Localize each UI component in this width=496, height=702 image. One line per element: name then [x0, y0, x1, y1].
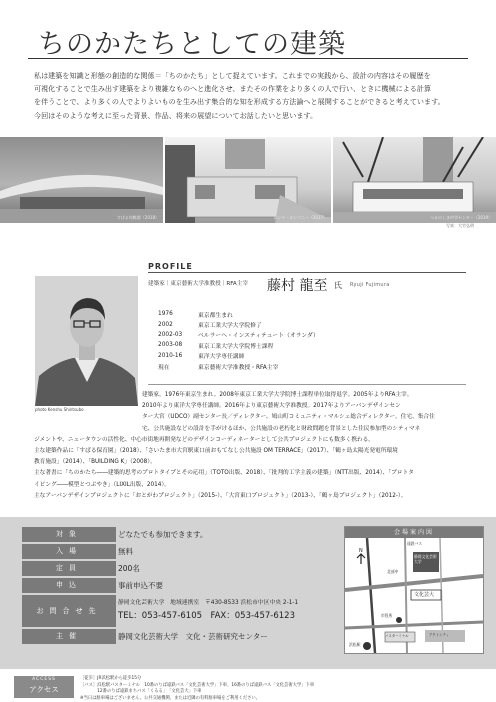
career-item — [152, 351, 319, 361]
photo-strip — [0, 137, 496, 223]
bio-line: 教育施設」（2014）、「BUILDING K」（2008）。 — [34, 459, 156, 466]
career-list — [152, 309, 319, 371]
info-value: 200名 — [118, 564, 140, 573]
map-label: アクトシティ — [429, 633, 449, 637]
svg-text:N: N — [359, 548, 363, 554]
career-event: 東京工業大学大学院修了 — [198, 323, 262, 330]
photo-caption: すばる幼稚園（2018） — [116, 215, 159, 220]
speaker-name-romaji: Ryuji Fujimura — [350, 282, 390, 288]
info-contact-phone: TEL：053-457-6105 FAX：053-457-6123 — [118, 611, 295, 621]
info-label: 対象 — [22, 527, 116, 542]
bio-line: 2010年より東洋大学専任講師。2016年より東京藝術大学准教授。2017年よりアーバンデザインセン — [142, 403, 401, 410]
bio-line: イピング――模型とつぶやき」（LIXIL出版、2014）。 — [34, 481, 170, 488]
access-info — [80, 676, 484, 702]
career-event: ベルラーヘ・インスティテュート（オランダ） — [198, 333, 319, 340]
access-line: ※当日は駐車場はございません。公共交通機関、または近隣の有料駐車場をご利用ください。 — [80, 695, 261, 701]
map-venue-label: 静岡文化芸術大学 — [414, 554, 437, 564]
speaker-biography — [34, 390, 471, 502]
access-line: ［バス］浜松駅バスターミナル 10番のりば遠鉄バス「文化芸術大学」下車、16番のりば遠鉄バス「文化芸術大学」下車 — [80, 682, 315, 688]
info-value: 事前申込不要 — [118, 581, 163, 590]
speaker-affiliation: 建築家｜東京藝術大学准教授｜RFA主宰 — [148, 281, 248, 287]
info-value: 静岡文化芸術大学 文化・芸術研究センター — [118, 632, 268, 641]
bio-line: 建築家。1976年東京生まれ。2008年東京工業大学大学院博士課程単位取得退学。2005年よりRFA主宰。 — [142, 392, 413, 398]
info-label: 定員 — [22, 561, 116, 576]
photo-caption: つるのしま中学センター（2019） — [429, 215, 492, 220]
photo-caption: ヨシヤ・カンパニー（2017） — [273, 215, 327, 220]
access-line: 12番のりば遠鉄まちバス「くるる」 「文化芸大」下車 — [80, 689, 202, 695]
profile-heading: PROFILE — [148, 262, 193, 271]
bio-line: ター大宮（UDCO）副センター長／ディレクター、鳩山町コミュニティ・マルシェ総合ディレクター。住宅、集合住 — [142, 414, 435, 421]
career-year: 2010-16 — [158, 352, 183, 359]
profile-divider — [148, 272, 466, 273]
map-label: 市役所 — [381, 613, 393, 618]
photo-center — [333, 137, 496, 223]
info-label: 申込 — [22, 578, 116, 593]
career-year: 2002 — [158, 321, 173, 328]
career-item — [152, 361, 319, 371]
career-item — [152, 340, 319, 350]
bio-line: ジメントや、ニュータウンの活性化、中心市街地再開発などのデザインコーディネーターとして公共プロジェクトにも数多く携わる。 — [34, 436, 374, 443]
photo-building — [165, 137, 331, 223]
info-value: 無料 — [118, 547, 133, 556]
info-label: 入場 — [22, 544, 116, 559]
title-divider — [28, 58, 468, 59]
career-item — [152, 309, 319, 319]
career-year: 2002-03 — [158, 331, 183, 338]
intro-line: 可視化することで生み出す建築をより複雑なものへと進化させ、またその作業をより多くの人で行い、ときに機械による計算 — [34, 84, 432, 94]
info-label: 主催 — [22, 629, 116, 644]
career-item — [152, 330, 319, 340]
map-label: バスターミナル — [385, 634, 409, 638]
portrait-caption: photo Kenshu Shintsubo — [35, 407, 84, 412]
career-divider — [148, 384, 466, 385]
map-label: 北部中 — [387, 569, 399, 574]
map-label: 遠鉄バス — [407, 541, 423, 546]
intro-line: 私は建築を知識と形態の創造的な関係＝「ちのかたち」として捉えています。これまでの実践から、設計の内容はその履歴を — [34, 71, 431, 80]
career-event: 東京都生まれ — [198, 312, 233, 319]
bio-line: 宅、公共施設などの設計を手がけるほか、公共施設の老朽化と財政問題を背景とした住民参加型のシティマネ — [142, 425, 421, 432]
intro-text — [34, 69, 470, 122]
career-event: 東京藝術大学准教授・RFA主宰 — [198, 364, 279, 371]
map-label: 文化芸大 — [414, 592, 435, 598]
info-value: 静岡文化芸術大学 地域連携室 〒430-8533 浜松市中区中央 2-1-1 — [118, 600, 299, 606]
access-line: ［徒歩］JR浜松駅から徒歩15分 — [80, 676, 142, 681]
career-year: 現在 — [158, 364, 170, 371]
speaker-honorific: 氏 — [334, 281, 342, 290]
career-event: 東洋大学専任講師 — [198, 354, 245, 361]
bio-line: 主な建築作品に「すばる保育園」（2018）、「さいたま市大宮駅東口前おもてなし公共施設 OM TERRACE」（2017）、「鶴ヶ島太陽光発電所環境 — [34, 448, 398, 455]
map-title: 会場案内図 — [345, 527, 483, 538]
bio-line: 主な著書に「ちのかたち――建築的思考のプロトタイプとその応用」（TOTO出版、2018）、「批判的工学主義の建築」（NTT出版、2014）、「プロトタ — [34, 470, 414, 477]
photo-credit: 写真：大竹弘明 — [446, 223, 474, 228]
career-event: 東京工業大学大学院博士課程 — [198, 343, 274, 350]
career-year: 2003-08 — [158, 342, 183, 349]
access-badge — [14, 676, 74, 698]
access-badge-label: アクセス — [29, 685, 59, 694]
info-label: お問合せ先 — [22, 595, 116, 627]
speaker-name: 藤村 龍至 — [267, 278, 328, 294]
portrait-photo — [35, 276, 138, 406]
page-title: ちのかたちとしての建築 — [38, 29, 346, 60]
map-label: 浜松駅 — [349, 642, 361, 647]
venue-map — [344, 526, 484, 654]
intro-line: を伴うことで、より多くの人でよりよいものを生み出す集合的な知を形成する方法論へと展開することができると考えています。 — [34, 97, 445, 107]
intro-line: 今回はそのような考えに至った背景、作品、将来の展望についてお話したいと思います。 — [34, 110, 318, 120]
photo-kindergarten — [0, 137, 163, 223]
access-badge-en: ACCESS — [32, 677, 56, 682]
career-item — [152, 319, 319, 329]
info-value: どなたでも参加できます。 — [118, 530, 208, 539]
bio-line: 主なアーバンデザインプロジェクトに「おとがわプロジェクト」（2015-）、「大宮東口プロジェクト」（2013-）、「鶴ヶ島プロジェクト」（2012-）。 — [34, 492, 407, 499]
career-year: 1976 — [158, 311, 173, 318]
